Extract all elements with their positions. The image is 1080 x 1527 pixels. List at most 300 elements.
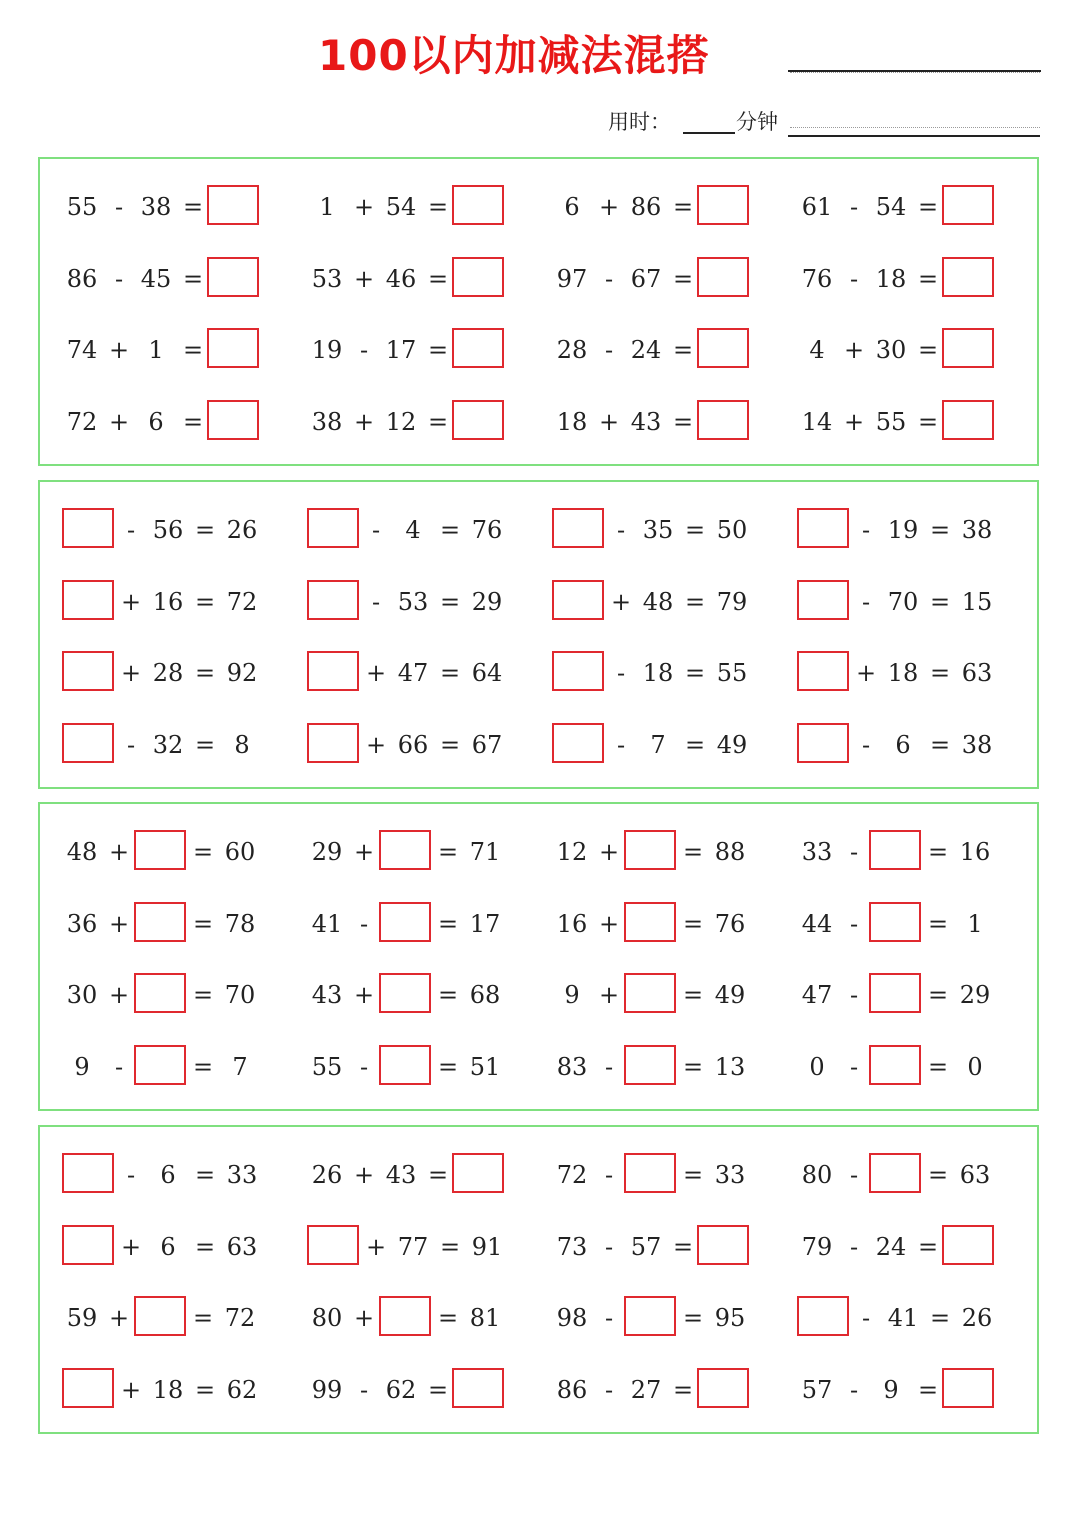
operator: +: [120, 659, 142, 687]
operator: -: [849, 910, 859, 938]
time-unit-label: 分钟: [736, 110, 778, 134]
equation: [795, 723, 1035, 767]
operator: +: [598, 838, 620, 866]
problem-row: [40, 185, 1037, 229]
answer-box[interactable]: [62, 723, 114, 763]
equation: [305, 1296, 545, 1340]
answer-box[interactable]: [869, 830, 921, 870]
result: 88: [714, 838, 746, 866]
answer-box[interactable]: [452, 328, 504, 368]
result: 26: [226, 516, 258, 544]
time-dotted-guide: [790, 127, 1040, 128]
answer-box[interactable]: [379, 1296, 431, 1336]
operand-a: 86: [556, 1376, 588, 1404]
equation: [550, 1368, 790, 1412]
result: 29: [471, 588, 503, 616]
answer-box[interactable]: [62, 1368, 114, 1408]
equation: [550, 723, 790, 767]
answer-box[interactable]: [942, 257, 994, 297]
operator: +: [610, 588, 632, 616]
operand-a: 36: [66, 910, 98, 938]
operator: +: [120, 1233, 142, 1261]
result: 7: [232, 1053, 248, 1081]
answer-box[interactable]: [134, 973, 186, 1013]
operand-b: 4: [405, 516, 421, 544]
operand-b: 48: [642, 588, 674, 616]
problem-row: [40, 1225, 1037, 1269]
operand-b: 1: [148, 336, 164, 364]
operand-b: 24: [875, 1233, 907, 1261]
answer-box[interactable]: [697, 1225, 749, 1265]
equation: [795, 1368, 1035, 1412]
operator: -: [604, 1053, 614, 1081]
result: 16: [959, 838, 991, 866]
equals-sign: =: [917, 1376, 939, 1404]
answer-box[interactable]: [697, 400, 749, 440]
result: 8: [234, 731, 250, 759]
equals-sign: =: [194, 588, 216, 616]
result: 63: [226, 1233, 258, 1261]
operator: -: [849, 1053, 859, 1081]
equation: [795, 185, 1035, 229]
equation: [305, 257, 545, 301]
result: 70: [224, 981, 256, 1009]
answer-box[interactable]: [942, 1368, 994, 1408]
operand-a: 80: [801, 1161, 833, 1189]
worksheet-title: 100以内加减法混搭: [318, 31, 710, 80]
answer-box[interactable]: [624, 1045, 676, 1085]
problem-row: [40, 651, 1037, 695]
equation: [60, 1368, 300, 1412]
answer-box[interactable]: [452, 257, 504, 297]
operand-a: 43: [311, 981, 343, 1009]
equation: [550, 508, 790, 552]
equation: [550, 400, 790, 444]
problem-row: [40, 257, 1037, 301]
equation: [305, 902, 545, 946]
result: 55: [716, 659, 748, 687]
equals-sign: =: [439, 1233, 461, 1261]
operator: +: [108, 838, 130, 866]
operator: -: [861, 588, 871, 616]
equation: [305, 830, 545, 874]
equals-sign: =: [682, 981, 704, 1009]
operand-a: 44: [801, 910, 833, 938]
answer-box[interactable]: [134, 830, 186, 870]
operator: -: [604, 1304, 614, 1332]
operator: -: [861, 731, 871, 759]
answer-box[interactable]: [207, 257, 259, 297]
operand-b: 57: [630, 1233, 662, 1261]
equation: [305, 580, 545, 624]
operator: +: [353, 408, 375, 436]
equation: [60, 651, 300, 695]
operand-a: 98: [556, 1304, 588, 1332]
equation: [60, 508, 300, 552]
result: 68: [469, 981, 501, 1009]
operand-a: 12: [556, 838, 588, 866]
operator: -: [604, 1376, 614, 1404]
equals-sign: =: [917, 1233, 939, 1261]
operator: -: [604, 1233, 614, 1261]
answer-box[interactable]: [697, 185, 749, 225]
answer-box[interactable]: [624, 1153, 676, 1193]
answer-box[interactable]: [207, 328, 259, 368]
answer-box[interactable]: [552, 508, 604, 548]
answer-box[interactable]: [552, 580, 604, 620]
operand-a: 48: [66, 838, 98, 866]
result: 63: [961, 659, 993, 687]
operator: +: [353, 193, 375, 221]
equation: [795, 328, 1035, 372]
equation: [795, 973, 1035, 1017]
operator: -: [126, 516, 136, 544]
operator: -: [359, 336, 369, 364]
equals-sign: =: [194, 659, 216, 687]
operator: +: [108, 408, 130, 436]
operator: +: [120, 588, 142, 616]
equals-sign: =: [684, 659, 706, 687]
answer-box[interactable]: [379, 1045, 431, 1085]
operator: -: [359, 910, 369, 938]
operator: +: [353, 838, 375, 866]
operand-a: 47: [801, 981, 833, 1009]
answer-box[interactable]: [697, 257, 749, 297]
answer-box[interactable]: [62, 1153, 114, 1193]
equation: [795, 257, 1035, 301]
equals-sign: =: [682, 910, 704, 938]
equation: [60, 185, 300, 229]
operator: -: [849, 193, 859, 221]
operator: -: [126, 731, 136, 759]
operator: -: [861, 1304, 871, 1332]
operand-a: 59: [66, 1304, 98, 1332]
operand-a: 72: [556, 1161, 588, 1189]
operator: -: [849, 981, 859, 1009]
problem-section-1: [38, 157, 1039, 466]
result: 92: [226, 659, 258, 687]
result: 33: [714, 1161, 746, 1189]
equals-sign: =: [427, 193, 449, 221]
result: 79: [716, 588, 748, 616]
answer-box[interactable]: [62, 1225, 114, 1265]
equals-sign: =: [682, 1161, 704, 1189]
answer-box[interactable]: [379, 902, 431, 942]
operand-a: 9: [74, 1053, 90, 1081]
operand-b: 28: [152, 659, 184, 687]
answer-box[interactable]: [307, 723, 359, 763]
equation: [795, 830, 1035, 874]
equation: [550, 830, 790, 874]
answer-box[interactable]: [797, 1296, 849, 1336]
answer-box[interactable]: [869, 973, 921, 1013]
time-minutes-blank[interactable]: [683, 132, 735, 134]
operator: -: [849, 838, 859, 866]
equation: [305, 1368, 545, 1412]
equals-sign: =: [917, 265, 939, 293]
equation: [305, 185, 545, 229]
operand-b: 67: [630, 265, 662, 293]
operand-b: 12: [385, 408, 417, 436]
equals-sign: =: [439, 516, 461, 544]
operand-b: 54: [385, 193, 417, 221]
operand-a: 55: [311, 1053, 343, 1081]
equals-sign: =: [427, 1161, 449, 1189]
operator: -: [616, 659, 626, 687]
answer-box[interactable]: [797, 651, 849, 691]
problem-row: [40, 1045, 1037, 1089]
equation: [550, 1153, 790, 1197]
problem-row: [40, 400, 1037, 444]
result: 81: [469, 1304, 501, 1332]
operand-b: 86: [630, 193, 662, 221]
operator: -: [616, 731, 626, 759]
operand-a: 29: [311, 838, 343, 866]
operand-b: 54: [875, 193, 907, 221]
equation: [60, 1225, 300, 1269]
operator: -: [359, 1053, 369, 1081]
equals-sign: =: [182, 193, 204, 221]
answer-box[interactable]: [452, 1153, 504, 1193]
operand-b: 35: [642, 516, 674, 544]
operand-a: 55: [66, 193, 98, 221]
time-used-row: [608, 105, 1048, 139]
operand-b: 43: [630, 408, 662, 436]
operand-b: 27: [630, 1376, 662, 1404]
answer-box[interactable]: [207, 185, 259, 225]
operand-b: 41: [887, 1304, 919, 1332]
answer-box[interactable]: [797, 580, 849, 620]
operand-a: 76: [801, 265, 833, 293]
answer-box[interactable]: [62, 580, 114, 620]
operator: -: [604, 336, 614, 364]
answer-box[interactable]: [452, 1368, 504, 1408]
answer-box[interactable]: [134, 1045, 186, 1085]
answer-box[interactable]: [869, 902, 921, 942]
operator: +: [108, 336, 130, 364]
result: 33: [226, 1161, 258, 1189]
equals-sign: =: [929, 516, 951, 544]
problem-section-2: [38, 480, 1039, 789]
operand-b: 9: [883, 1376, 899, 1404]
result: 76: [714, 910, 746, 938]
answer-box[interactable]: [379, 973, 431, 1013]
answer-box[interactable]: [797, 508, 849, 548]
answer-box[interactable]: [134, 1296, 186, 1336]
equation: [550, 1296, 790, 1340]
equals-sign: =: [439, 659, 461, 687]
operator: +: [365, 1233, 387, 1261]
equation: [60, 1296, 300, 1340]
equation: [60, 1045, 300, 1089]
result: 13: [714, 1053, 746, 1081]
equals-sign: =: [437, 1304, 459, 1332]
operand-b: 70: [887, 588, 919, 616]
equation: [60, 830, 300, 874]
answer-box[interactable]: [452, 400, 504, 440]
operand-a: 38: [311, 408, 343, 436]
answer-box[interactable]: [942, 185, 994, 225]
operator: -: [849, 1376, 859, 1404]
operator: -: [849, 265, 859, 293]
equation: [305, 1225, 545, 1269]
operand-b: 6: [148, 408, 164, 436]
problem-section-4: [38, 1125, 1039, 1434]
equals-sign: =: [929, 731, 951, 759]
operator: +: [353, 981, 375, 1009]
equals-sign: =: [927, 981, 949, 1009]
answer-box[interactable]: [697, 1368, 749, 1408]
answer-box[interactable]: [624, 1296, 676, 1336]
equals-sign: =: [672, 1376, 694, 1404]
result: 60: [224, 838, 256, 866]
operator: -: [359, 1376, 369, 1404]
result: 26: [961, 1304, 993, 1332]
result: 49: [716, 731, 748, 759]
equals-sign: =: [672, 1233, 694, 1261]
equals-sign: =: [439, 731, 461, 759]
equation: [795, 580, 1035, 624]
operator: +: [855, 659, 877, 687]
equals-sign: =: [929, 588, 951, 616]
result: 72: [224, 1304, 256, 1332]
result: 78: [224, 910, 256, 938]
result: 51: [469, 1053, 501, 1081]
equation: [550, 1045, 790, 1089]
operator: +: [598, 193, 620, 221]
operand-a: 26: [311, 1161, 343, 1189]
operand-b: 17: [385, 336, 417, 364]
equals-sign: =: [182, 336, 204, 364]
answer-box[interactable]: [307, 508, 359, 548]
operand-a: 72: [66, 408, 98, 436]
equals-sign: =: [672, 265, 694, 293]
result: 50: [716, 516, 748, 544]
operator: -: [371, 588, 381, 616]
answer-box[interactable]: [697, 328, 749, 368]
operand-a: 74: [66, 336, 98, 364]
time-signature-line[interactable]: [788, 135, 1040, 137]
operand-a: 0: [809, 1053, 825, 1081]
equals-sign: =: [437, 838, 459, 866]
operand-a: 30: [66, 981, 98, 1009]
equals-sign: =: [682, 1053, 704, 1081]
operand-b: 18: [152, 1376, 184, 1404]
equals-sign: =: [192, 838, 214, 866]
result: 64: [471, 659, 503, 687]
answer-box[interactable]: [624, 902, 676, 942]
equation: [60, 580, 300, 624]
equation: [60, 400, 300, 444]
result: 0: [967, 1053, 983, 1081]
answer-box[interactable]: [797, 723, 849, 763]
equals-sign: =: [192, 981, 214, 1009]
operand-b: 62: [385, 1376, 417, 1404]
operand-b: 7: [650, 731, 666, 759]
answer-box[interactable]: [207, 400, 259, 440]
problem-row: [40, 902, 1037, 946]
answer-box[interactable]: [134, 902, 186, 942]
operand-a: 28: [556, 336, 588, 364]
problem-row: [40, 508, 1037, 552]
answer-box[interactable]: [869, 1153, 921, 1193]
result: 17: [469, 910, 501, 938]
operand-b: 55: [875, 408, 907, 436]
answer-box[interactable]: [62, 508, 114, 548]
answer-box[interactable]: [307, 1225, 359, 1265]
equals-sign: =: [194, 1376, 216, 1404]
operand-b: 38: [140, 193, 172, 221]
problem-row: [40, 723, 1037, 767]
equation: [795, 508, 1035, 552]
result: 15: [961, 588, 993, 616]
operator: +: [843, 336, 865, 364]
equation: [60, 1153, 300, 1197]
answer-box[interactable]: [624, 830, 676, 870]
answer-box[interactable]: [307, 651, 359, 691]
answer-box[interactable]: [62, 651, 114, 691]
operator: +: [108, 1304, 130, 1332]
equals-sign: =: [194, 516, 216, 544]
equation: [795, 1153, 1035, 1197]
equals-sign: =: [684, 588, 706, 616]
answer-box[interactable]: [552, 723, 604, 763]
operator: +: [353, 1161, 375, 1189]
equals-sign: =: [439, 588, 461, 616]
problem-row: [40, 580, 1037, 624]
operand-a: 41: [311, 910, 343, 938]
answer-box[interactable]: [942, 328, 994, 368]
equation: [305, 1045, 545, 1089]
equation: [795, 1225, 1035, 1269]
operand-b: 16: [152, 588, 184, 616]
answer-box[interactable]: [942, 400, 994, 440]
operand-a: 80: [311, 1304, 343, 1332]
answer-box[interactable]: [452, 185, 504, 225]
equals-sign: =: [927, 1161, 949, 1189]
operand-a: 18: [556, 408, 588, 436]
answer-box[interactable]: [307, 580, 359, 620]
equation: [550, 328, 790, 372]
result: 95: [714, 1304, 746, 1332]
operand-a: 79: [801, 1233, 833, 1261]
operand-b: 30: [875, 336, 907, 364]
operator: +: [598, 910, 620, 938]
answer-box[interactable]: [869, 1045, 921, 1085]
answer-box[interactable]: [379, 830, 431, 870]
answer-box[interactable]: [624, 973, 676, 1013]
equation: [305, 973, 545, 1017]
operator: +: [365, 659, 387, 687]
equals-sign: =: [927, 1053, 949, 1081]
operand-a: 1: [319, 193, 335, 221]
operand-b: 18: [875, 265, 907, 293]
result: 72: [226, 588, 258, 616]
operand-b: 19: [887, 516, 919, 544]
equals-sign: =: [427, 265, 449, 293]
result: 91: [471, 1233, 503, 1261]
equals-sign: =: [427, 1376, 449, 1404]
name-blank-line[interactable]: [788, 70, 1041, 72]
time-label: 用时：: [608, 110, 671, 134]
operator: -: [114, 193, 124, 221]
problem-row: [40, 830, 1037, 874]
operator: -: [616, 516, 626, 544]
equals-sign: =: [927, 910, 949, 938]
operator: +: [598, 408, 620, 436]
answer-box[interactable]: [942, 1225, 994, 1265]
answer-box[interactable]: [552, 651, 604, 691]
